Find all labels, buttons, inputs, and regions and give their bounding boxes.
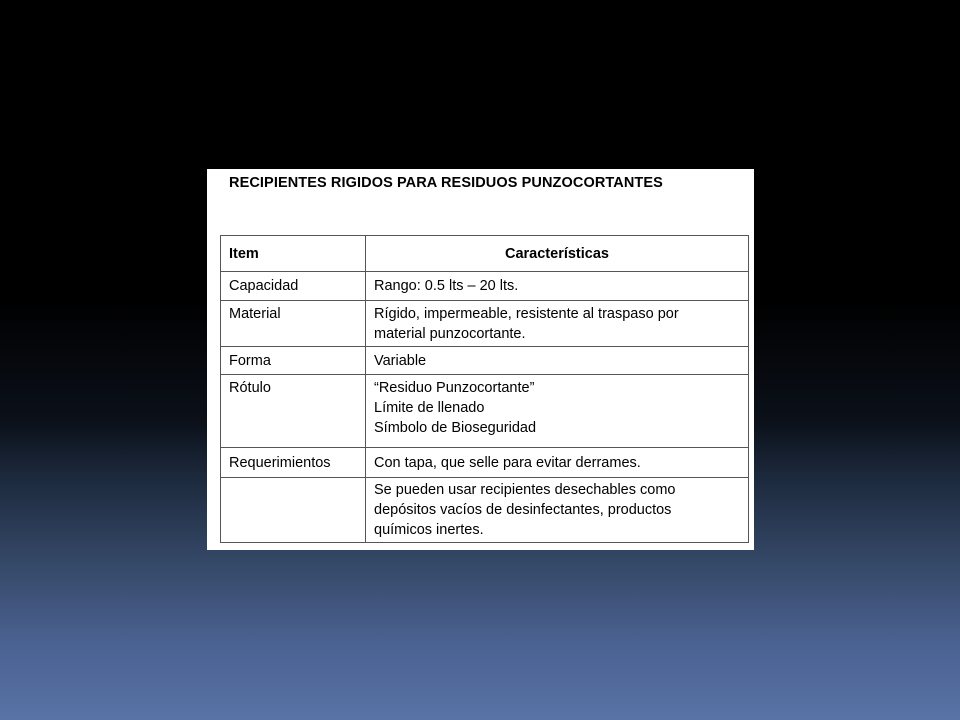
table-row: [221, 347, 749, 375]
row-characteristics: [366, 301, 749, 347]
table-row: [221, 478, 749, 543]
characteristic-line: depósitos vacíos de desinfectantes, productos: [374, 502, 672, 518]
table-row: [221, 272, 749, 301]
document-title: RECIPIENTES RIGIDOS PARA RESIDUOS PUNZOCORTANTES: [229, 175, 663, 191]
row-characteristics: [366, 448, 749, 478]
table-header-row: [221, 236, 749, 272]
row-item-material: Material: [221, 301, 366, 347]
header-item: Item: [221, 236, 366, 272]
row-item-rotulo: Rótulo: [221, 375, 366, 448]
row-item-requerimientos: Requerimientos: [221, 448, 366, 478]
row-characteristics: [366, 375, 749, 448]
characteristic-line: Con tapa, que selle para evitar derrames.: [374, 454, 641, 471]
characteristic-line: químicos inertes.: [374, 522, 484, 538]
characteristic-line: Variable: [374, 352, 427, 369]
specifications-table: [220, 235, 749, 543]
row-item-capacidad: Capacidad: [221, 272, 366, 301]
header-caracteristicas: Características: [366, 236, 749, 272]
row-item-forma: Forma: [221, 347, 366, 375]
document-card: [207, 169, 754, 550]
characteristic-line: Límite de llenado: [374, 400, 485, 416]
row-characteristics: [366, 272, 749, 301]
row-characteristics: [366, 347, 749, 375]
characteristic-line: Rango: 0.5 lts – 20 lts.: [374, 278, 519, 294]
row-item-empty: [221, 478, 366, 543]
row-characteristics: [366, 478, 749, 543]
characteristic-line: Se pueden usar recipientes desechables como: [374, 482, 676, 498]
table-row: [221, 448, 749, 478]
characteristic-line: Símbolo de Bioseguridad: [374, 420, 537, 436]
table-row: [221, 301, 749, 347]
table-row: [221, 375, 749, 448]
characteristic-line: “Residuo Punzocortante”: [374, 380, 535, 396]
characteristic-line: Rígido, impermeable, resistente al traspaso por: [374, 306, 679, 322]
characteristic-line: material punzocortante.: [374, 326, 526, 342]
